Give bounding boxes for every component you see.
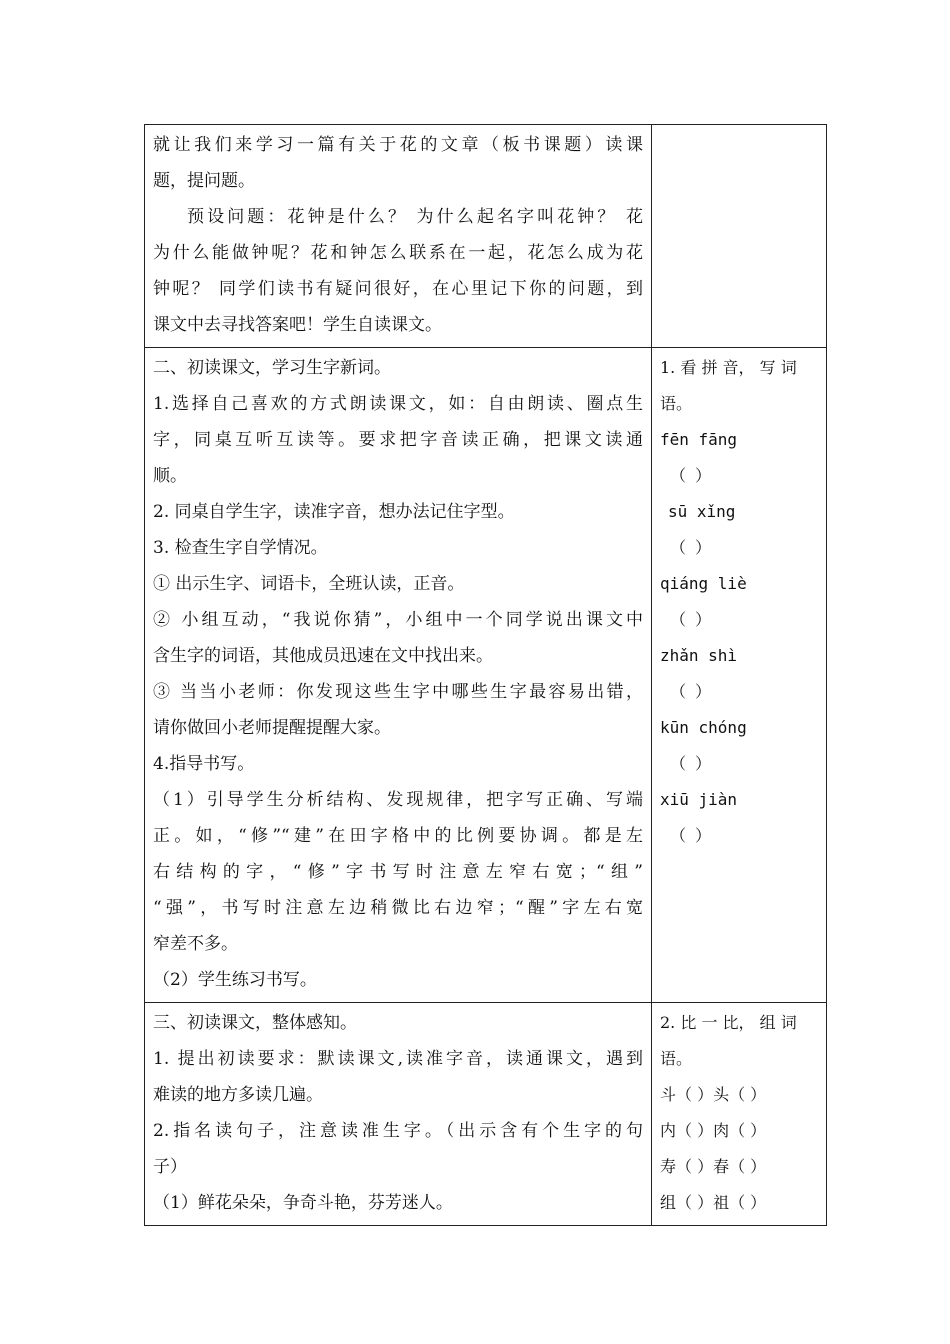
exercise-cell: [652, 348, 827, 1003]
exercise-cell: [652, 1003, 827, 1226]
compare-pair: 内（ ）肉（ ）: [660, 1121, 767, 1140]
compare-pair: 组（ ）祖（ ）: [660, 1193, 767, 1212]
compare-pair: 寿（ ）春（ ）: [660, 1157, 767, 1176]
text-line: 窄差不多。: [153, 934, 238, 954]
exercise-title-cont: 语。: [660, 394, 693, 413]
table-row: [145, 1003, 827, 1226]
lesson-plan-table: [144, 124, 827, 1226]
text-line: 含生字的词语，其他成员迅速在文中找出来。: [153, 646, 493, 666]
text-line: 预设问题：花钟是什么？ 为什么起名字叫花钟？ 花: [187, 207, 643, 227]
text-line: ② 小组互动，“我说你猜”，小组中一个同学说出课文中: [153, 610, 643, 630]
text-line: （2）学生练习书写。: [153, 970, 317, 990]
table-row: [145, 348, 827, 1003]
compare-pair: 斗（ ）头（ ）: [660, 1085, 767, 1104]
section-heading: 三、初读课文，整体感知。: [153, 1013, 357, 1033]
exercise-title: 1. 看 拼 音， 写 词: [660, 358, 797, 377]
text-line: 请你做回小老师提醒提醒大家。: [153, 718, 391, 738]
pinyin-item: qiáng liè: [660, 574, 747, 593]
pinyin-item: sū xǐng: [668, 502, 736, 521]
text-line: 字，同桌互听互读等。要求把字音读正确，把课文读通: [153, 430, 643, 450]
pinyin-item: zhǎn shì: [660, 646, 738, 665]
answer-blank: （ ）: [670, 610, 714, 629]
text-line: 就让我们来学习一篇有关于花的文章（板书课题）读课: [153, 135, 643, 155]
text-line: 4.指导书写。: [153, 754, 255, 774]
text-line: 2.指名读句子，注意读准生字。（出示含有个生字的句: [153, 1121, 643, 1141]
text-line: 1. 提出初读要求：默读课文,读准字音，读通课文，遇到: [153, 1049, 643, 1069]
lesson-content-cell: [145, 1003, 652, 1226]
text-line: 课文中去寻找答案吧！学生自读课文。: [153, 315, 442, 335]
text-line: 题，提问题。: [153, 171, 255, 191]
exercise-cell: [652, 125, 827, 348]
text-line: “强”，书写时注意左边稍微比右边窄；“醒”字左右宽: [153, 898, 643, 918]
table-row: [145, 125, 827, 348]
answer-blank: （ ）: [670, 754, 714, 773]
answer-blank: （ ）: [670, 682, 714, 701]
text-line: 为什么能做钟呢？花和钟怎么联系在一起，花怎么成为花: [153, 243, 643, 263]
section-heading: 二、初读课文，学习生字新词。: [153, 358, 391, 378]
text-line: 钟呢？ 同学们读书有疑问很好，在心里记下你的问题，到: [153, 279, 643, 299]
text-line: （1）引导学生分析结构、发现规律，把字写正确、写端: [153, 790, 643, 810]
text-line: 子）: [153, 1157, 187, 1177]
pinyin-item: kūn chóng: [660, 718, 747, 737]
text-line: ③ 当当小老师：你发现这些生字中哪些生字最容易出错，: [153, 682, 643, 702]
text-line: 正。如，“修”“建”在田字格中的比例要协调。都是左: [153, 826, 643, 846]
answer-blank: （ ）: [670, 826, 714, 845]
text-line: 难读的地方多读几遍。: [153, 1085, 323, 1105]
pinyin-item: fēn fāng: [660, 430, 738, 449]
text-line: 1.选择自己喜欢的方式朗读课文，如：自由朗读、圈点生: [153, 394, 643, 414]
answer-blank: （ ）: [670, 466, 714, 485]
text-line: 右结构的字，“修”字书写时注意左窄右宽；“组”: [153, 862, 643, 882]
exercise-title-cont: 语。: [660, 1049, 693, 1068]
text-line: 3. 检查生字自学情况。: [153, 538, 328, 558]
exercise-title: 2. 比 一 比， 组 词: [660, 1013, 797, 1032]
pinyin-item: xiū jiàn: [660, 790, 738, 809]
text-line: （1）鲜花朵朵，争奇斗艳，芬芳迷人。: [153, 1193, 453, 1213]
lesson-content-cell: [145, 348, 652, 1003]
text-line: 2. 同桌自学生字，读准字音，想办法记住字型。: [153, 502, 515, 522]
answer-blank: （ ）: [670, 538, 714, 557]
text-line: ① 出示生字、词语卡，全班认读，正音。: [153, 574, 465, 594]
lesson-content-cell: [145, 125, 652, 348]
text-line: 顺。: [153, 466, 187, 486]
